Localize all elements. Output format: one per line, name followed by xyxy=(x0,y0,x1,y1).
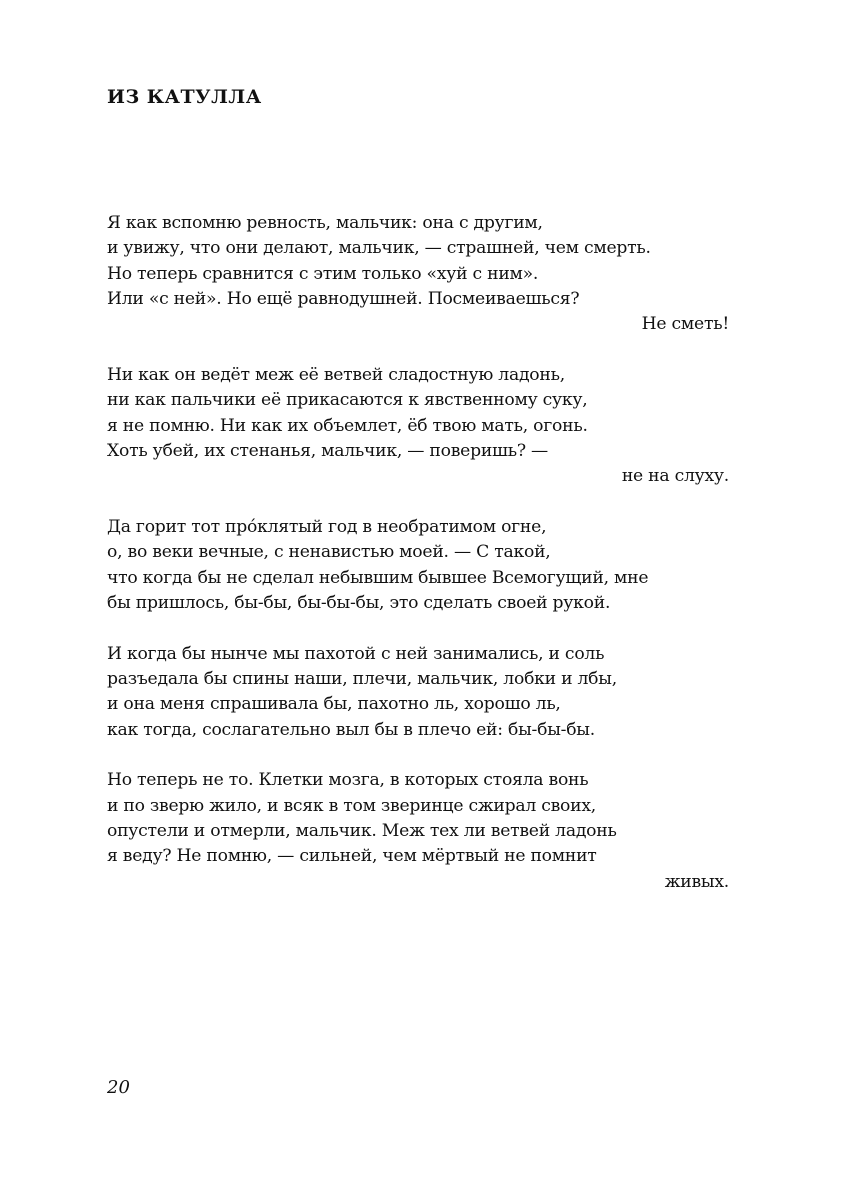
poem-line: Да горит тот про́клятый год в необратимом огне, xyxy=(107,516,547,537)
poem-line: и увижу, что они делают, мальчик, — страшней, чем смерть. xyxy=(107,238,651,259)
poem-line-continuation: не на слуху. xyxy=(621,466,729,487)
poem-line: я не помню. Ни как их объемлет, ёб твою мать, огонь. xyxy=(107,415,588,436)
poem-title: ИЗ КАТУЛЛА xyxy=(107,86,262,108)
stanza-3 xyxy=(107,515,729,616)
poem-line: ни как пальчики её прикасаются к явственному суку, xyxy=(107,390,588,411)
poem-line: Но теперь не то. Клетки мозга, в которых стояла вонь xyxy=(107,770,589,791)
stanza-4 xyxy=(107,642,729,743)
poem-line: о, во веки вечные, с ненавистью моей. — С такой, xyxy=(107,542,551,563)
poem-line: Хоть убей, их стенанья, мальчик, — поверишь? — xyxy=(107,440,548,461)
poem-line: я веду? Не помню, — сильней, чем мёртвый не помнит xyxy=(107,846,597,867)
poem-line: как тогда, сослагательно выл бы в плечо ей: бы-бы-бы. xyxy=(107,719,595,740)
poem-line: Я как вспомню ревность, мальчик: она с другим, xyxy=(107,213,543,233)
stanza-1 xyxy=(107,211,729,337)
poem-line-continuation: Не сметь! xyxy=(641,314,729,335)
poem-line: и по зверю жило, и всяк в том зверинце сжирал своих, xyxy=(107,795,597,816)
page-number: 20 xyxy=(107,1077,130,1098)
poem-line-continuation: живых. xyxy=(664,871,729,892)
poem-line: Ни как он ведёт меж её ветвей сладостную ладонь, xyxy=(107,364,565,385)
poem-line: Или «с ней». Но ещё равнодушней. Посмеиваешься? xyxy=(107,288,580,309)
poem-line: бы пришлось, бы-бы, бы-бы-бы, это сделать своей рукой. xyxy=(107,592,611,613)
poem-body xyxy=(107,211,729,920)
stanza-2 xyxy=(107,363,729,489)
poem-line: и она меня спрашивала бы, пахотно ль, хорошо ль, xyxy=(107,694,561,715)
poem-line: И когда бы нынче мы пахотой с ней занимались, и соль xyxy=(107,643,605,664)
poem-line: Но теперь сравнится с этим только «хуй с ним». xyxy=(107,263,539,284)
poem-line: что когда бы не сделал небывшим бывшее Всемогущий, мне xyxy=(107,567,649,588)
poem-line: опустели и отмерли, мальчик. Меж тех ли ветвей ладонь xyxy=(107,820,617,841)
stanza-5 xyxy=(107,768,729,894)
poem-line: разъедала бы спины наши, плечи, мальчик, лобки и лбы, xyxy=(107,668,617,689)
